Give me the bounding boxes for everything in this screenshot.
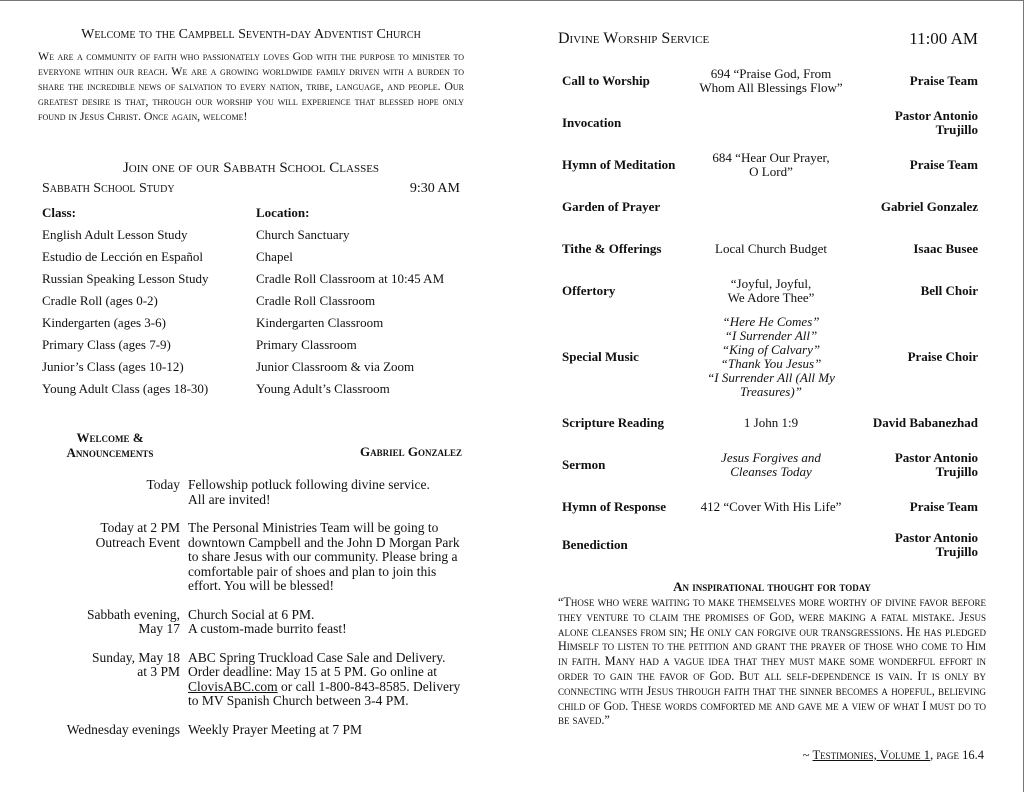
announcement-when-line: Outreach Event: [95, 534, 180, 550]
class-location: Kindergarten Classroom: [256, 315, 384, 330]
service-item-name: Scripture Reading: [562, 415, 664, 430]
announcement-when-line: May 17: [138, 621, 180, 636]
announcement-what: [188, 723, 480, 738]
clovisabc-link[interactable]: ClovisABC.com: [188, 678, 278, 694]
announcements-heading: [40, 430, 180, 460]
announcement-text-line: Weekly Prayer Meeting at 7 PM: [188, 721, 362, 737]
announcement-when: [40, 651, 188, 709]
class-name: Kindergarten (ages 3-6): [42, 315, 166, 330]
thought-title: An inspirational thought for today: [673, 579, 871, 594]
service-item-leader: [854, 200, 982, 214]
sabbath-school-study-label: Sabbath School Study: [42, 181, 175, 196]
service-item-leader: [854, 109, 982, 137]
announcement-text-line: A custom-made burrito feast!: [188, 621, 347, 636]
thought-body: “Those who were waiting to make themselves more worthy of divine favor before they venture to claim the promises of God, were making a fatal mistake. Jesus alone cleanses from sin; He only can forgive our transgressions. He has pledged Himself to listen to the petition and grant the prayer of those who come to Him in faith. Many had a vague idea that they must make some wonderful effort in order to gain the favor of God. But all self-dependence is vain. It is only by connecting with Jesus through faith that the sinner becomes a hopeful, believing child of God. These words comforted me and gave me a view of what I must do to be saved.”: [558, 595, 986, 728]
citation-page: , page 16.4: [930, 748, 984, 762]
class-row: [42, 246, 472, 268]
service-item-name: Garden of Prayer: [562, 199, 661, 214]
classes-header-row: [42, 202, 472, 224]
announcement-text-line: All are invited!: [188, 491, 271, 507]
announcements-heading-line1: Welcome &: [76, 430, 144, 445]
service-item-detail: [688, 67, 854, 95]
service-detail-line: 694 “Praise God, From: [710, 66, 832, 81]
class-location: Young Adult’s Classroom: [256, 381, 390, 396]
announcement-text-line: Fellowship potluck following divine service.: [188, 477, 430, 492]
announcements-presenter: Gabriel Gonzalez: [360, 444, 462, 459]
service-row: [562, 528, 982, 562]
announcement-when-line: Today at 2 PM: [100, 520, 180, 535]
class-row: [42, 356, 472, 378]
announcement-text-line: ABC Spring Truckload Case Sale and Delivery.: [188, 649, 446, 665]
service-row: [562, 444, 982, 486]
service-item-detail: [688, 500, 854, 514]
announcement-item: [40, 723, 480, 738]
service-item-leader: [854, 451, 982, 479]
service-leader-line: Trujillo: [935, 464, 978, 479]
class-location: Cradle Roll Classroom at 10:45 AM: [256, 271, 445, 286]
class-name: Russian Speaking Lesson Study: [42, 271, 209, 286]
announcement-link-line: [188, 680, 480, 695]
service-item-name: Call to Worship: [562, 73, 650, 88]
service-time: 11:00 AM: [909, 29, 978, 48]
class-location: Chapel: [256, 249, 293, 264]
service-item-detail: [688, 315, 854, 399]
announcements-list: [40, 478, 480, 751]
service-row: [562, 186, 982, 228]
thought-citation: [700, 748, 984, 763]
service-leader-line: Praise Choir: [907, 349, 978, 364]
announcement-when: [40, 723, 188, 738]
announcement-item: [40, 521, 480, 594]
service-leader-line: Pastor Antonio: [894, 530, 978, 545]
class-rows: [42, 224, 472, 400]
service-leader-line: Praise Team: [909, 73, 978, 88]
service-row: [562, 402, 982, 444]
service-item-leader: [854, 350, 982, 364]
service-item-name: Hymn of Response: [562, 499, 667, 514]
class-row: [42, 290, 472, 312]
class-row: [42, 268, 472, 290]
announcement-text-line: downtown Campbell and the John D Morgan Park: [188, 534, 460, 550]
announcement-when: [40, 521, 188, 594]
sabbath-school-study-row: [42, 181, 460, 197]
announcement-text-line: to MV Spanish Church between 3-4 PM.: [188, 693, 409, 708]
service-item-leader: [854, 158, 982, 172]
service-item-detail: [688, 416, 854, 430]
service-order: [562, 60, 982, 562]
class-location: Cradle Roll Classroom: [256, 293, 376, 308]
service-detail-line: “Thank You Jesus”: [720, 356, 822, 371]
service-detail-line: Cleanses Today: [730, 464, 812, 479]
service-detail-line: “I Surrender All (All My: [707, 370, 835, 385]
service-detail-line: Jesus Forgives and: [721, 450, 821, 465]
service-detail-line: Treasures)”: [740, 384, 802, 399]
class-name: English Adult Lesson Study: [42, 227, 188, 242]
service-detail-line: O Lord”: [749, 164, 793, 179]
service-detail-line: 1 John 1:9: [743, 415, 799, 430]
service-detail-line: 684 “Hear Our Prayer,: [712, 150, 830, 165]
service-leader-line: Pastor Antonio: [894, 450, 978, 465]
service-detail-line: 412 “Cover With His Life”: [700, 499, 842, 514]
class-name: Junior’s Class (ages 10-12): [42, 359, 184, 374]
announcement-when: [40, 478, 188, 507]
service-leader-line: Trujillo: [935, 122, 978, 137]
service-row: [562, 60, 982, 102]
service-detail-line: We Adore Thee”: [727, 290, 815, 305]
service-row: [562, 312, 982, 402]
announcements-heading-line2: Announcements: [66, 445, 154, 460]
announcement-text-line: Order deadline: May 15 at 5 PM. Go online at: [188, 664, 437, 679]
service-title: Divine Worship Service: [558, 30, 710, 47]
service-item-name: Offertory: [562, 283, 616, 298]
class-location: Junior Classroom & via Zoom: [256, 359, 415, 374]
announcement-text-line: to share Jesus with our community. Please bring a: [188, 549, 458, 564]
service-leader-line: Trujillo: [935, 544, 978, 559]
service-item-leader: [854, 500, 982, 514]
citation-prefix: ~: [802, 748, 813, 762]
announcement-text-line: effort. You will be blessed!: [188, 578, 334, 593]
service-detail-line: “Here He Comes”: [722, 314, 820, 329]
service-leader-line: Pastor Antonio: [894, 108, 978, 123]
service-row: [562, 228, 982, 270]
welcome-title: Welcome to the Campbell Seventh-day Adventist Church: [81, 27, 421, 42]
announcement-item: [40, 608, 480, 637]
service-row: [562, 270, 982, 312]
class-name: Primary Class (ages 7-9): [42, 337, 171, 352]
class-row: [42, 334, 472, 356]
service-item-leader: [854, 242, 982, 256]
service-leader-line: Isaac Busee: [913, 241, 978, 256]
class-row: [42, 312, 472, 334]
service-item-name: Special Music: [562, 349, 639, 364]
announcement-when-line: at 3 PM: [137, 664, 180, 679]
welcome-body: We are a community of faith who passionately loves God with the purpose to minister to everyone within our reach. We are a growing worldwide family driven with a burden to share the incredible news of salvation to every nation, tribe, language, and people. Our greatest desire is that, through our worship you will experience that blessed hope only found in Jesus Christ. Once again, welcome!: [38, 49, 464, 123]
service-detail-line: “Joyful, Joyful,: [730, 276, 812, 291]
service-detail-line: “I Surrender All”: [724, 328, 818, 343]
announcement-what: [188, 521, 480, 594]
class-location: Primary Classroom: [256, 337, 357, 352]
class-name: Cradle Roll (ages 0-2): [42, 293, 158, 308]
service-item-leader: [854, 74, 982, 88]
announcement-what: [188, 608, 480, 637]
service-item-leader: [854, 531, 982, 559]
service-row: [562, 102, 982, 144]
service-item-detail: [688, 242, 854, 256]
citation-source: Testimonies, Volume 1: [812, 748, 931, 762]
sabbath-school-time: 9:30 AM: [409, 181, 460, 196]
service-item-name: Sermon: [562, 457, 606, 472]
service-detail-line: “King of Calvary”: [721, 342, 821, 357]
class-row: [42, 378, 472, 400]
service-item-detail: [688, 451, 854, 479]
announcement-item: [40, 651, 480, 709]
announcement-text-line: comfortable pair of shoes and plan to join this: [188, 563, 437, 579]
announcement-when-line: Sabbath evening,: [87, 606, 180, 622]
service-item-name: Benediction: [562, 537, 628, 552]
service-row: [562, 144, 982, 186]
class-row: [42, 224, 472, 246]
class-name: Estudio de Lección en Español: [42, 249, 204, 264]
announcement-what: [188, 651, 480, 709]
announcement-when-line: Sunday, May 18: [92, 649, 180, 665]
service-item-name: Hymn of Meditation: [562, 157, 676, 172]
service-row: [562, 486, 982, 528]
service-detail-line: Local Church Budget: [715, 241, 827, 256]
service-leader-line: Bell Choir: [920, 283, 978, 298]
announcement-when: [40, 608, 188, 637]
announcement-when-line: Wednesday evenings: [66, 721, 180, 737]
service-leader-line: Praise Team: [909, 157, 978, 172]
service-item-leader: [854, 416, 982, 430]
location-column-header: Location:: [256, 205, 310, 220]
service-item-detail: [688, 151, 854, 179]
page-border-top: [0, 0, 1024, 1]
service-item-detail: [688, 277, 854, 305]
announcement-what: [188, 478, 480, 507]
classes-table: [42, 202, 472, 400]
class-location: Church Sanctuary: [256, 227, 350, 242]
service-detail-line: Whom All Blessings Flow”: [699, 80, 843, 95]
sabbath-school-title: Join one of our Sabbath School Classes: [122, 160, 380, 176]
announcement-text-line: The Personal Ministries Team will be going to: [188, 520, 439, 535]
service-item-leader: [854, 284, 982, 298]
service-leader-line: Praise Team: [909, 499, 978, 514]
announcement-item: [40, 478, 480, 507]
service-leader-line: David Babanezhad: [872, 415, 978, 430]
service-item-name: Invocation: [562, 115, 622, 130]
class-name: Young Adult Class (ages 18-30): [42, 381, 209, 396]
announcement-text-line: Church Social at 6 PM.: [188, 606, 315, 622]
class-column-header: Class:: [42, 205, 76, 220]
service-leader-line: Gabriel Gonzalez: [880, 199, 978, 214]
announcement-text-after-link: or call 1-800-843-8585. Delivery: [277, 678, 461, 694]
service-item-name: Tithe & Offerings: [562, 241, 662, 256]
announcement-when-line: Today: [146, 477, 180, 492]
